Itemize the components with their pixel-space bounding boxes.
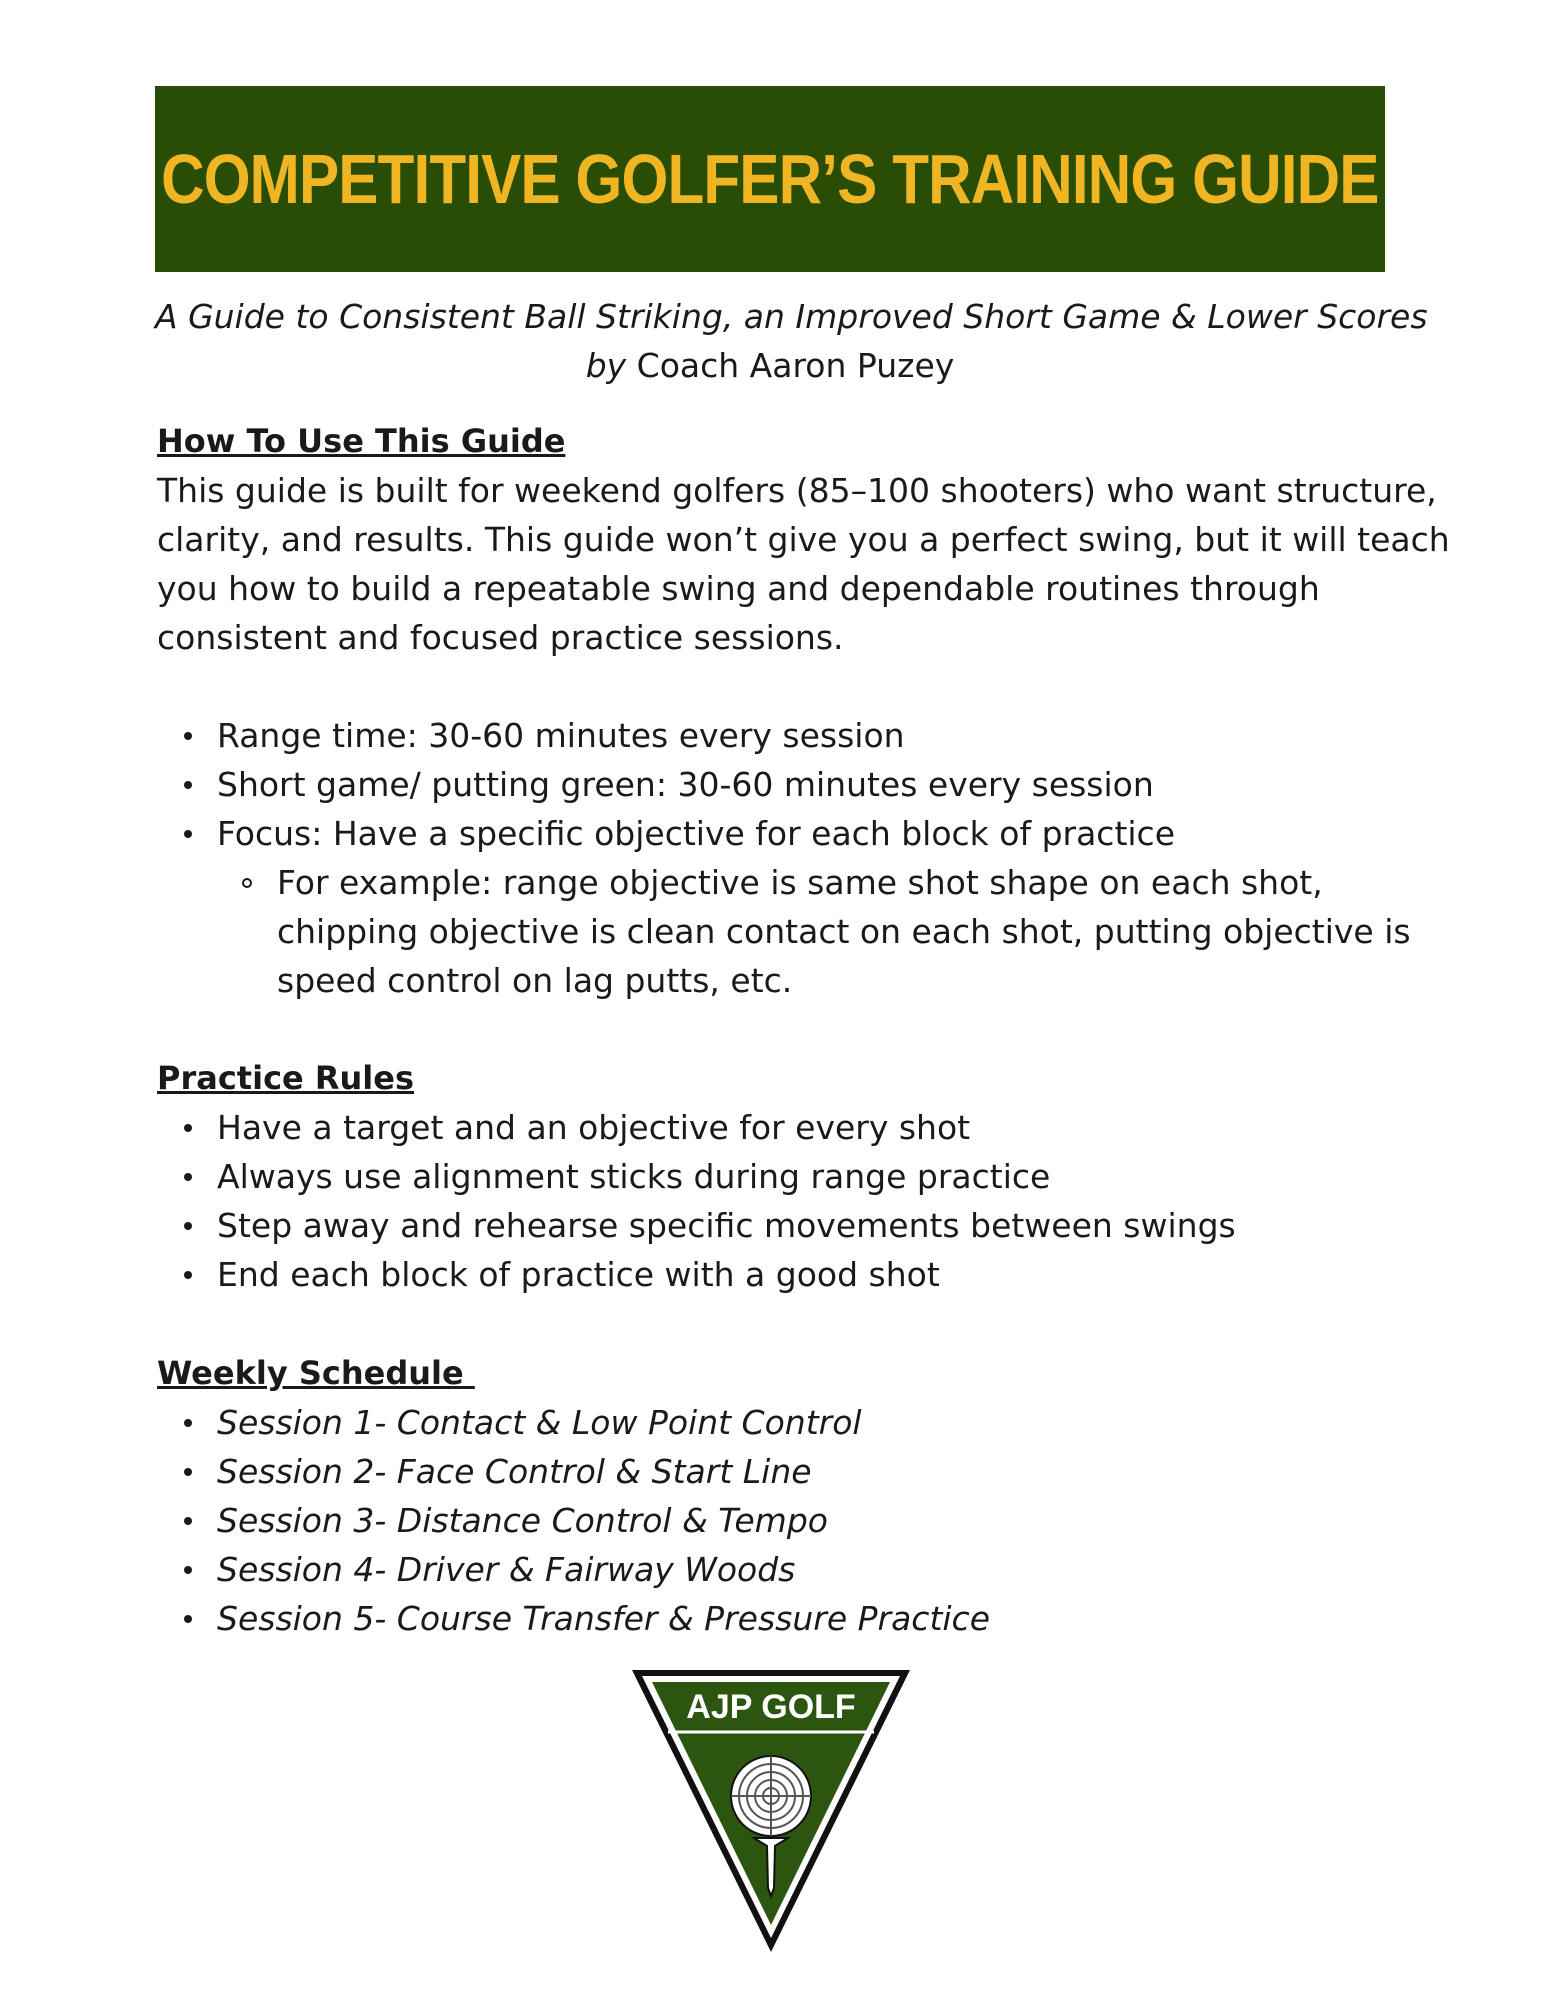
byline-author: Coach Aaron Puzey	[626, 346, 955, 385]
byline-prefix: by	[585, 346, 627, 385]
practice-rules-list	[157, 1103, 1236, 1299]
list-item: Session 4- Driver & Fairway Woods	[157, 1545, 990, 1594]
weekly-schedule-heading: Weekly Schedule	[157, 1354, 475, 1392]
list-item: Range time: 30-60 minutes every session	[157, 711, 1411, 760]
list-item: Session 5- Course Transfer & Pressure Practice	[157, 1594, 990, 1643]
list-item: Short game/ putting green: 30-60 minutes every session	[157, 760, 1411, 809]
paragraph-line: consistent and focused practice sessions.	[157, 618, 844, 657]
list-item: Always use alignment sticks during range practice	[157, 1152, 1236, 1201]
list-item: Session 3- Distance Control & Tempo	[157, 1496, 990, 1545]
sub-list-item-continuation: speed control on lag putts, etc.	[277, 961, 793, 1000]
list-item: Focus: Have a specific objective for each block of practice	[157, 809, 1411, 858]
weekly-schedule-list	[157, 1398, 990, 1643]
paragraph-line: clarity, and results. This guide won’t give you a perfect swing, but it will teach	[157, 520, 1450, 559]
logo-text: AJP GOLF	[686, 1688, 856, 1726]
how-to-paragraph	[157, 466, 1450, 662]
paragraph-line: This guide is built for weekend golfers (85–100 shooters) who want structure,	[157, 471, 1437, 510]
byline	[155, 341, 1385, 390]
list-item: End each block of practice with a good shot	[157, 1250, 1236, 1299]
list-item: Session 1- Contact & Low Point Control	[157, 1398, 990, 1447]
sub-list-item-continuation: chipping objective is clean contact on each shot, putting objective is	[277, 912, 1411, 951]
sub-list-item: For example: range objective is same shot shape on each shot,	[157, 858, 1411, 907]
list-item: Session 2- Face Control & Start Line	[157, 1447, 990, 1496]
practice-rules-heading: Practice Rules	[157, 1059, 415, 1097]
paragraph-line: you how to build a repeatable swing and dependable routines through	[157, 569, 1320, 608]
how-to-heading: How To Use This Guide	[157, 422, 566, 460]
subtitle: A Guide to Consistent Ball Striking, an Improved Short Game & Lower Scores	[155, 297, 1428, 336]
page-title: COMPETITIVE GOLFER’S TRAINING GUIDE	[161, 140, 1379, 218]
list-item: Step away and rehearse specific movements between swings	[157, 1201, 1236, 1250]
list-item: Have a target and an objective for every shot	[157, 1103, 1236, 1152]
how-to-bullet-list	[157, 711, 1411, 1005]
ajp-golf-logo	[628, 1666, 914, 1956]
title-banner	[155, 86, 1385, 272]
